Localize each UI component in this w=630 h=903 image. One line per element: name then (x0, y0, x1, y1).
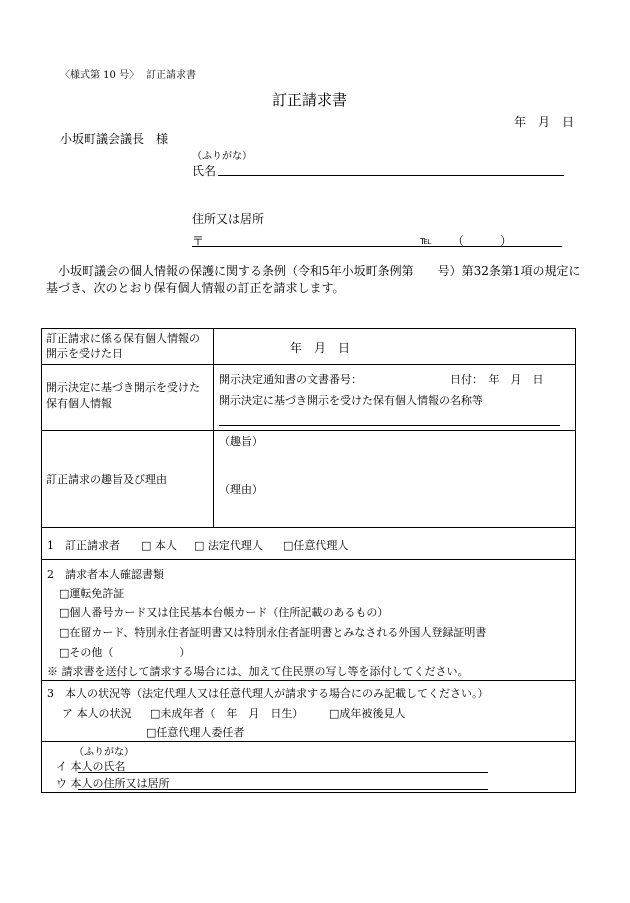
page-title: 訂正請求書 (272, 91, 348, 109)
sec2-note: ※ 請求書を送付して請求する場合には、加えて住民票の写し等を添付してください。 (47, 665, 469, 678)
row3-label: 訂正請求の趣旨及び理由 (46, 473, 167, 486)
sec3-status-label: ア 本人の状況 (62, 707, 132, 720)
applicant-furigana: （ふりがな） (192, 151, 252, 162)
sec1-label: 1 訂正請求者 (47, 539, 120, 552)
sec3-furigana: （ふりがな） (74, 747, 134, 758)
row2-doc-number[interactable]: 開示決定通知書の文書番号： (219, 373, 362, 386)
sec2-item-residence[interactable]: □在留カード、特別永住者証明書又は特別永住者証明書とみなされる外国人登録証明書 (59, 626, 487, 639)
tel-label: ℡ (420, 234, 432, 247)
addressee: 小坂町議会議長 様 (60, 132, 169, 146)
applicant-address-underline[interactable] (192, 246, 562, 247)
sec3-address-label: ウ 本人の住所又は居所 (56, 777, 170, 790)
sec3-name-label: イ 本人の氏名 (56, 760, 126, 773)
row-divider-2 (41, 430, 576, 431)
form-number: 〈様式第 10 号〉 (60, 70, 140, 81)
row2-date[interactable]: 日付： 年 月 日 (450, 373, 544, 386)
row-divider-1 (41, 364, 576, 365)
applicant-name-label: 氏名 (192, 164, 217, 178)
applicant-address-label: 住所又は居所 (192, 212, 265, 226)
sec3-label: 3 本人の状況等（法定代理人又は任意代理人が請求する場合にのみ記載してください。） (47, 687, 489, 700)
sec3-option-delegator[interactable]: □任意代理人委任者 (146, 726, 245, 739)
sec2-item-license[interactable]: □運転免許証 (59, 587, 125, 600)
row-divider-5 (41, 680, 576, 681)
row3-reason[interactable]: （理由） (219, 483, 263, 496)
row-divider-3 (41, 527, 576, 528)
form-name: 訂正請求書 (146, 70, 196, 81)
row2-label: 開示決定に基づき開示を受けた保有個人情報 (46, 381, 200, 410)
sec3-name-underline[interactable] (78, 772, 488, 773)
date-line: 年 月 日 (514, 115, 575, 129)
row1-date-field[interactable]: 年 月 日 (290, 341, 351, 355)
row2-info-underline[interactable] (219, 425, 560, 426)
sec2-item-other[interactable]: □その他（ ） (59, 646, 191, 659)
applicant-name-underline[interactable] (218, 175, 564, 176)
sec1-option-self[interactable]: □ 本人 (141, 539, 177, 552)
sec3-option-minor[interactable]: □未成年者（ 年 月 日生） (150, 707, 304, 720)
sec2-item-mynumber[interactable]: □個人番号カード又は住民基本台帳カード（住所記載のあるもの） (59, 606, 389, 619)
row3-purpose[interactable]: （趣旨） (219, 435, 263, 448)
row-divider-6 (41, 741, 576, 742)
sec3-address-underline[interactable] (78, 789, 488, 790)
request-statement: 小坂町議会の個人情報の保護に関する条例（令和5年小坂町条例第 号）第32条第1項の規定に基づき、次のとおり保有個人情報の訂正を請求します。 (46, 264, 581, 295)
row2-info-name: 開示決定に基づき開示を受けた保有個人情報の名称等 (219, 394, 483, 407)
sec3-option-guardian[interactable]: □成年被後見人 (329, 707, 406, 720)
sec2-label: 2 請求者本人確認書類 (47, 568, 164, 581)
row1-label: 訂正請求に係る保有個人情報の開示を受けた日 (46, 332, 200, 360)
postal-mark: 〒 (192, 234, 205, 248)
row-divider-4 (41, 559, 576, 560)
sec1-option-voluntary[interactable]: □任意代理人 (283, 539, 349, 552)
sec1-option-legal[interactable]: □ 法定代理人 (194, 539, 263, 552)
tel-parens: （ ） (452, 234, 513, 248)
table-column-divider (213, 328, 214, 527)
